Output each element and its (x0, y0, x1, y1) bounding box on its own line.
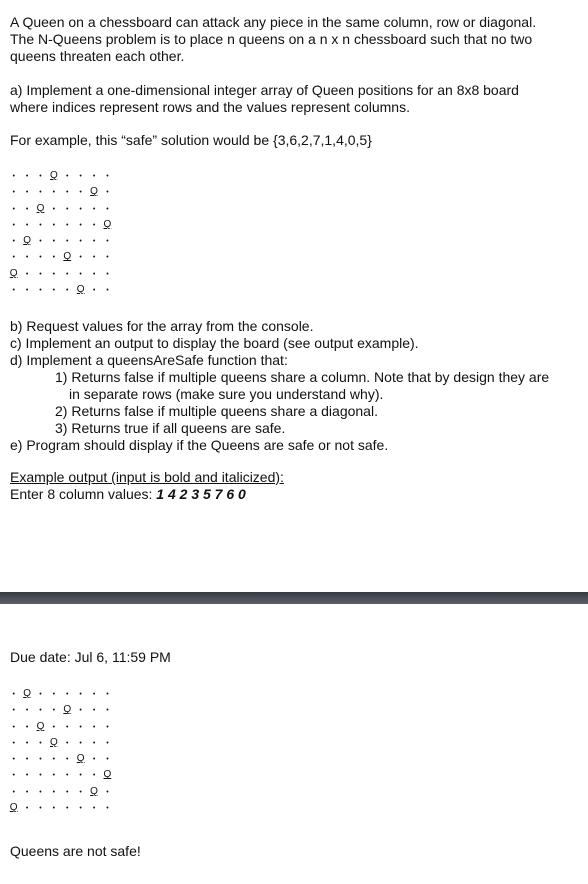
empty-square-dot (61, 751, 74, 767)
empty-square-dot (34, 784, 47, 800)
empty-square-dot (74, 767, 87, 783)
empty-square-dot (74, 719, 87, 735)
queen-marker: Q (103, 218, 112, 230)
board-safe-example (7, 168, 114, 298)
intro-line-2: The N-Queens problem is to place n queens on a n x n chessboard such that no two (10, 31, 533, 47)
empty-square-dot (101, 751, 114, 767)
empty-square-dot (61, 784, 74, 800)
empty-square-dot (34, 184, 47, 200)
empty-square-dot (7, 201, 20, 217)
empty-square-dot (47, 217, 60, 233)
empty-square-dot (74, 266, 87, 282)
board-row (7, 719, 114, 735)
empty-square-dot (47, 266, 60, 282)
empty-square-dot (7, 702, 20, 718)
empty-square-dot (20, 184, 33, 200)
empty-square-dot (74, 168, 87, 184)
empty-square-dot (7, 784, 20, 800)
empty-square-dot (61, 184, 74, 200)
empty-square-dot (101, 686, 114, 702)
empty-square-dot (101, 233, 114, 249)
empty-square-dot (7, 282, 20, 298)
empty-square-dot (34, 282, 47, 298)
empty-square-dot (20, 168, 33, 184)
queen-marker: Q (36, 720, 45, 732)
empty-square-dot (34, 686, 47, 702)
requirement-d1: 1) Returns false if multiple queens share a column. Note that by design they are (55, 369, 550, 385)
empty-square-dot (7, 184, 20, 200)
empty-square-dot (34, 735, 47, 751)
empty-square-dot (7, 686, 20, 702)
empty-square-dot (47, 702, 60, 718)
empty-square-dot (7, 168, 20, 184)
empty-square-dot (101, 702, 114, 718)
empty-square-dot (47, 249, 60, 265)
requirement-d: d) Implement a queensAreSafe function that: (10, 352, 288, 368)
empty-square-dot (87, 201, 100, 217)
empty-square-dot (20, 800, 33, 816)
empty-square-dot (74, 784, 87, 800)
empty-square-dot (7, 249, 20, 265)
empty-square-dot (20, 719, 33, 735)
empty-square-dot (74, 233, 87, 249)
empty-square-dot (7, 767, 20, 783)
queen-marker: Q (103, 769, 112, 781)
part-a-paragraph (10, 82, 580, 116)
empty-square-dot (74, 249, 87, 265)
empty-square-dot (74, 735, 87, 751)
empty-square-dot (87, 686, 100, 702)
requirement-d2: 2) Returns false if multiple queens share a diagonal. (55, 403, 378, 419)
empty-square-dot (61, 800, 74, 816)
empty-square-dot (7, 217, 20, 233)
empty-square-dot (74, 702, 87, 718)
board-row (7, 282, 114, 298)
requirements-list (10, 318, 580, 454)
queen-marker: Q (49, 170, 58, 181)
requirement-c: c) Implement an output to display the board (see output example). (10, 335, 419, 351)
empty-square-dot (34, 800, 47, 816)
intro-paragraph (10, 14, 580, 65)
empty-square-dot (61, 282, 74, 298)
empty-square-dot (34, 233, 47, 249)
part-a-line-2: where indices represent rows and the values represent columns. (10, 99, 410, 115)
requirement-d3: 3) Returns true if all queens are safe. (55, 420, 286, 436)
queen-marker: Q (63, 704, 72, 716)
empty-square-dot (47, 784, 60, 800)
empty-square-dot (61, 686, 74, 702)
empty-square-dot (47, 233, 60, 249)
empty-square-dot (101, 719, 114, 735)
board-row (7, 266, 114, 282)
empty-square-dot (74, 800, 87, 816)
empty-square-dot (101, 282, 114, 298)
empty-square-dot (61, 201, 74, 217)
empty-square-dot (61, 217, 74, 233)
queen-marker: Q (90, 186, 98, 198)
board-row (7, 767, 114, 783)
result-text: Queens are not safe! (10, 843, 141, 859)
empty-square-dot (87, 217, 100, 233)
empty-square-dot (20, 266, 33, 282)
board-row (7, 233, 114, 249)
empty-square-dot (7, 735, 20, 751)
board-row (7, 201, 114, 217)
empty-square-dot (61, 168, 74, 184)
empty-square-dot (20, 751, 33, 767)
empty-square-dot (87, 719, 100, 735)
empty-square-dot (20, 201, 33, 217)
board-row (7, 800, 114, 816)
board-row (7, 784, 114, 800)
output-example-heading: Example output (input is bold and italicized): (10, 469, 284, 485)
empty-square-dot (34, 767, 47, 783)
queen-marker: Q (76, 753, 85, 765)
empty-square-dot (87, 702, 100, 718)
queen-marker: Q (36, 202, 45, 214)
requirement-b: b) Request values for the array from the console. (10, 318, 314, 334)
empty-square-dot (47, 686, 60, 702)
empty-square-dot (87, 249, 100, 265)
queen-marker: Q (90, 785, 98, 797)
empty-square-dot (74, 686, 87, 702)
empty-square-dot (20, 767, 33, 783)
empty-square-dot (61, 266, 74, 282)
queen-marker: Q (76, 284, 85, 296)
empty-square-dot (61, 719, 74, 735)
section-divider (0, 592, 588, 604)
empty-square-dot (61, 233, 74, 249)
queen-marker: Q (49, 736, 58, 748)
empty-square-dot (101, 735, 114, 751)
intro-line-3: queens threaten each other. (10, 48, 185, 64)
empty-square-dot (34, 266, 47, 282)
empty-square-dot (34, 702, 47, 718)
due-date: Due date: Jul 6, 11:59 PM (10, 649, 171, 665)
board-row (7, 168, 114, 184)
empty-square-dot (87, 735, 100, 751)
empty-square-dot (20, 282, 33, 298)
empty-square-dot (101, 201, 114, 217)
board-row (7, 184, 114, 200)
empty-square-dot (87, 282, 100, 298)
empty-square-dot (20, 217, 33, 233)
empty-square-dot (74, 184, 87, 200)
empty-square-dot (87, 266, 100, 282)
queen-marker: Q (23, 235, 31, 247)
requirement-d1-cont: in separate rows (make sure you understand why). (69, 386, 384, 402)
empty-square-dot (34, 249, 47, 265)
empty-square-dot (47, 767, 60, 783)
empty-square-dot (87, 168, 100, 184)
empty-square-dot (87, 751, 100, 767)
empty-square-dot (20, 784, 33, 800)
board-row (7, 751, 114, 767)
requirement-e: e) Program should display if the Queens are safe or not safe. (10, 437, 389, 453)
empty-square-dot (74, 201, 87, 217)
empty-square-dot (7, 751, 20, 767)
queen-marker: Q (63, 251, 72, 263)
empty-square-dot (101, 184, 114, 200)
empty-square-dot (47, 184, 60, 200)
output-example-line (10, 486, 246, 503)
empty-square-dot (7, 719, 20, 735)
empty-square-dot (20, 249, 33, 265)
part-a-line-1: a) Implement a one-dimensional integer array of Queen positions for an 8x8 board (10, 82, 519, 98)
empty-square-dot (34, 217, 47, 233)
empty-square-dot (74, 217, 87, 233)
empty-square-dot (34, 168, 47, 184)
empty-square-dot (87, 800, 100, 816)
empty-square-dot (101, 784, 114, 800)
board-row (7, 249, 114, 265)
empty-square-dot (34, 751, 47, 767)
empty-square-dot (20, 735, 33, 751)
empty-square-dot (87, 767, 100, 783)
empty-square-dot (47, 800, 60, 816)
empty-square-dot (87, 233, 100, 249)
queen-marker: Q (9, 802, 18, 814)
empty-square-dot (101, 249, 114, 265)
board-row (7, 735, 114, 751)
queen-marker: Q (23, 688, 31, 699)
board-output-example (7, 686, 114, 816)
empty-square-dot (7, 233, 20, 249)
output-input-values: 1 4 2 3 5 7 6 0 (156, 486, 246, 502)
empty-square-dot (101, 800, 114, 816)
output-prompt: Enter 8 column values: (10, 486, 157, 502)
empty-square-dot (20, 702, 33, 718)
board-row (7, 686, 114, 702)
queen-marker: Q (9, 267, 18, 279)
board-row (7, 702, 114, 718)
empty-square-dot (61, 767, 74, 783)
empty-square-dot (47, 201, 60, 217)
intro-line-1: A Queen on a chessboard can attack any piece in the same column, row or diagonal. (10, 14, 537, 30)
empty-square-dot (61, 735, 74, 751)
empty-square-dot (47, 282, 60, 298)
board-row (7, 217, 114, 233)
empty-square-dot (47, 751, 60, 767)
empty-square-dot (47, 719, 60, 735)
example-line: For example, this “safe” solution would be {3,6,2,7,1,4,0,5} (10, 132, 372, 148)
empty-square-dot (101, 266, 114, 282)
empty-square-dot (101, 168, 114, 184)
